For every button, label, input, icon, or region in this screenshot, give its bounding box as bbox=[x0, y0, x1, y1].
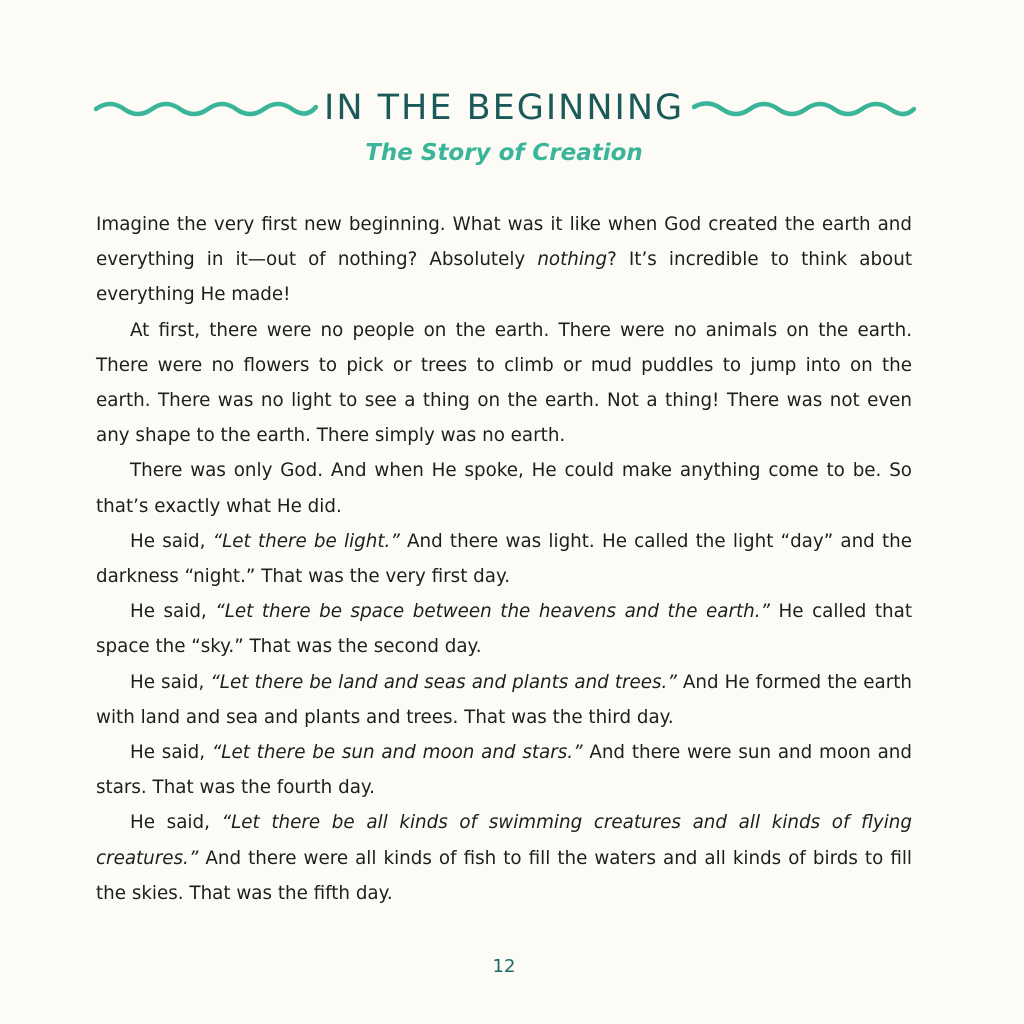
italic-text: nothing bbox=[537, 249, 608, 271]
paragraph-text: He said, bbox=[130, 812, 222, 834]
italic-text: “Let there be space between the heavens and the earth.” bbox=[215, 601, 771, 623]
paragraph-text: At first, there were no people on the earth. There were no animals on the earth. There were no flowers to pick or trees to climb or mud puddles to jump into on the earth. There was no light to see a thing on the earth. Not a thing! There was not even any shape to the earth. There simply was no earth. bbox=[96, 319, 912, 447]
wavy-line-left-icon bbox=[94, 96, 318, 118]
paragraph bbox=[96, 207, 912, 313]
page-number: 12 bbox=[492, 956, 516, 977]
chapter-title: IN THE BEGINNING bbox=[324, 88, 685, 128]
paragraph-text: He said, bbox=[130, 742, 212, 764]
italic-text: “Let there be light.” bbox=[212, 530, 400, 552]
italic-text: “Let there be land and seas and plants and trees.” bbox=[210, 671, 677, 693]
paragraph-text: He said, bbox=[130, 671, 211, 693]
paragraph-text: And there were sun and moon and stars. That was the fourth day. bbox=[96, 742, 912, 799]
paragraph bbox=[96, 594, 912, 664]
italic-text: “Let there be sun and moon and stars.” bbox=[211, 742, 583, 764]
paragraph bbox=[96, 524, 912, 594]
chapter-subtitle: The Story of Creation bbox=[365, 140, 643, 166]
italic-text: “Let there be all kinds of swimming creatures and all kinds of flying creatures.” bbox=[96, 812, 912, 869]
paragraph-text: He called that space the “sky.” That was the second day. bbox=[96, 601, 912, 658]
paragraph-text: And there was light. He called the light “day” and the darkness “night.” That was the very first day. bbox=[96, 530, 912, 588]
paragraph-text: Imagine the very first new beginning. What was it like when God created the earth and everything in it—out of nothing? Absolutely bbox=[96, 214, 912, 271]
wavy-line-right-icon bbox=[692, 96, 916, 118]
paragraph-text: There was only God. And when He spoke, He could make anything come to be. So that’s exactly what He did. bbox=[96, 460, 912, 517]
paragraph bbox=[96, 735, 912, 805]
paragraph-text: And He formed the earth with land and sea and plants and trees. That was the third day. bbox=[96, 671, 912, 728]
paragraph-text: ? It’s incredible to think about everything He made! bbox=[96, 249, 912, 306]
paragraph bbox=[96, 313, 912, 454]
paragraph-text: He said, bbox=[130, 530, 213, 552]
paragraph-text: And there were all kinds of fish to fill the waters and all kinds of birds to fill the skies. That was the fifth day. bbox=[96, 847, 912, 904]
paragraph bbox=[96, 453, 912, 523]
paragraph-text: He said, bbox=[130, 601, 216, 623]
chapter-header bbox=[0, 82, 1024, 138]
paragraph bbox=[96, 665, 912, 735]
paragraph bbox=[96, 805, 912, 911]
story-body bbox=[96, 207, 912, 911]
